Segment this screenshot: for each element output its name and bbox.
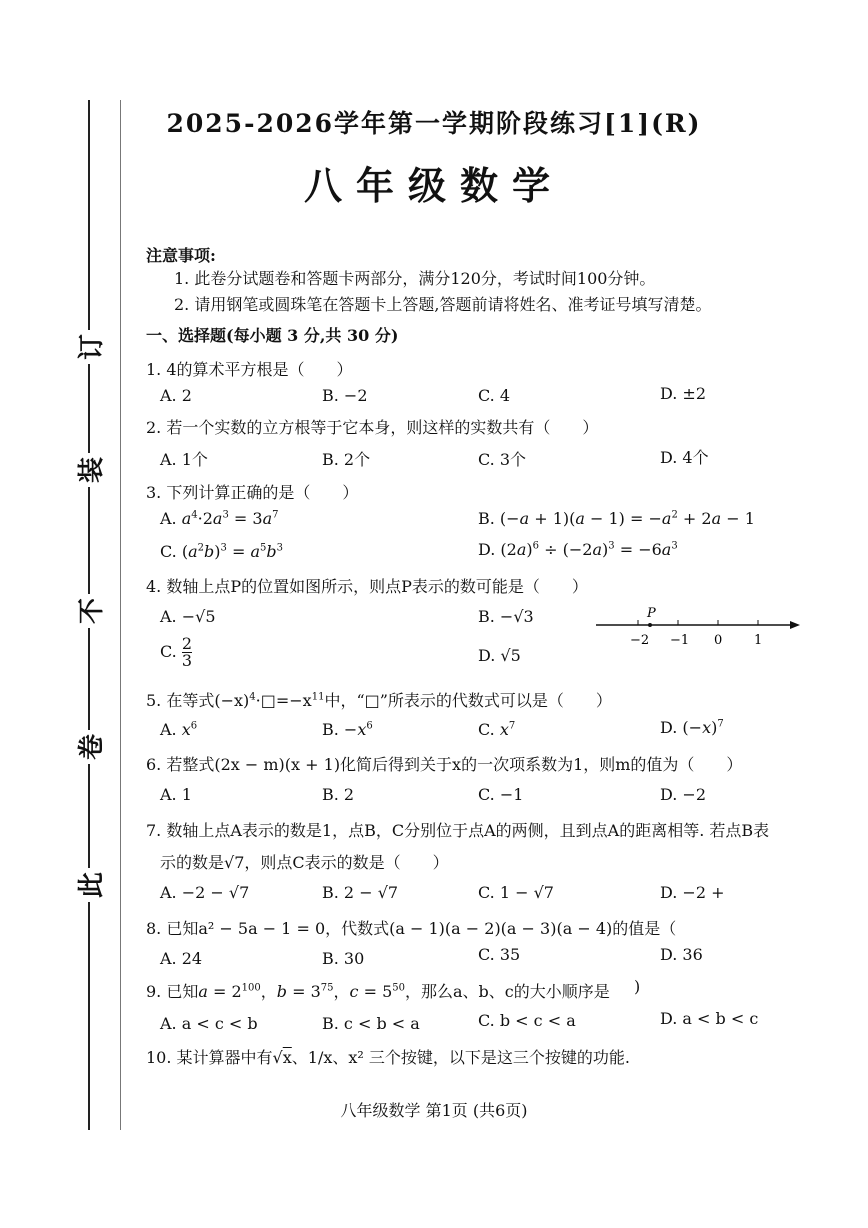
question-stem: 9. 已知$a = 2^{100}$，$b = 3^{75}$，$c = 5^{50}$，那么a、b、c的大小顺序是	[146, 982, 610, 1001]
binding-char: 订	[72, 330, 106, 364]
exam-title: 2025-2026学年第一学期阶段练习[1](R)	[166, 109, 702, 138]
option-b: B. 2	[322, 785, 355, 804]
question-stem: 3. 下列计算正确的是（ ）	[146, 483, 359, 502]
tick-label: −1	[670, 633, 690, 648]
option-b: B. −2	[322, 386, 368, 405]
option-b: B. 2 − √7	[322, 883, 399, 902]
notice-item: 2. 请用钢笔或圆珠笔在答题卡上答题,答题前请将姓名、准考证号填写清楚。	[174, 295, 712, 314]
option-d: D. 4个	[660, 448, 709, 467]
option-d: D. ±2	[660, 384, 707, 403]
option-c: C. $(a^2b)^3 = a^5b^3$	[160, 542, 284, 561]
option-d: D. $(-x)^7$	[660, 718, 724, 737]
number-line	[590, 604, 805, 652]
question-stem: 4. 数轴上点P的位置如图所示，则点P表示的数可能是（ ）	[146, 577, 588, 596]
notice-item: 1. 此卷分试题卷和答题卡两部分，满分120分，考试时间100分钟。	[174, 269, 656, 288]
question-stem-cont: 示的数是√7，则点C表示的数是（ ）	[160, 853, 449, 872]
option-d: D. $(2a)^6 \div (-2a)^3 = -6a^3$	[478, 540, 678, 559]
option-d: D. 36	[660, 945, 703, 964]
question-stem: 10. 某计算器中有√x、1/x、x² 三个按键，以下是这三个按键的功能.	[146, 1048, 630, 1067]
question-stem: 6. 若整式(2x − m)(x + 1)化简后得到关于x的一次项系数为1，则m的值为（ ）	[146, 755, 743, 774]
question-stem: 2. 若一个实数的立方根等于它本身，则这样的实数共有（ ）	[146, 418, 599, 437]
option-c: C. b < c < a	[478, 1011, 576, 1030]
option-b: B. $(-a + 1)(a - 1) = -a^2 + 2a - 1$	[478, 509, 755, 528]
option-b: B. $-x^6$	[322, 720, 373, 739]
binding-char: 装	[72, 453, 106, 487]
option-a: A. 1	[160, 785, 192, 804]
option-b: B. −√3	[478, 607, 534, 626]
option-a: A. −2 − √7	[160, 883, 250, 902]
option-a: A. −√5	[160, 607, 216, 626]
option-a: A. $a^4\cdot 2a^3 = 3a^7$	[160, 509, 279, 528]
notice-heading: 注意事项:	[146, 246, 216, 265]
option-c: C. 1 − √7	[478, 883, 554, 902]
option-d: D. a < b < c	[660, 1009, 759, 1028]
option-d: D. −2	[660, 785, 707, 804]
option-a: A. 1个	[160, 450, 208, 469]
subject-title: 八年级数学	[303, 163, 564, 208]
option-c: C. 4	[478, 386, 511, 405]
tick-label: −2	[630, 633, 650, 648]
page-footer: 八年级数学 第1页 (共6页)	[340, 1101, 528, 1120]
question-stem: 8. 已知a² − 5a − 1 = 0，代数式(a − 1)(a − 2)(a − 3)(a − 4)的值是（	[146, 919, 677, 938]
binding-margin-line	[120, 100, 121, 1130]
option-d: D. √5	[478, 646, 521, 665]
number-line-arrow	[790, 621, 800, 629]
option-a: A. $x^6$	[160, 720, 198, 739]
question-stem: 5. 在等式$(-x)^4\cdot□=-x^{11}$中，“□”所表示的代数式可以是（ ）	[146, 691, 612, 710]
question-paren: )	[634, 977, 641, 996]
point-p	[648, 623, 652, 627]
binding-char: 不	[72, 594, 106, 628]
binding-char: 此	[72, 868, 106, 902]
point-p-label: P	[647, 606, 656, 621]
option-c: C. $\frac{2}{3}$	[160, 634, 193, 670]
tick-label: 0	[714, 633, 723, 648]
question-stem: 7. 数轴上点A表示的数是1，点B，C分别位于点A的两侧，且到点A的距离相等. 若点B表	[146, 821, 770, 840]
option-a: A. a < c < b	[160, 1014, 258, 1033]
option-d: D. −2 +	[660, 883, 725, 902]
option-c: C. −1	[478, 785, 524, 804]
section-title: 一、选择题(每小题 3 分,共 30 分)	[146, 326, 399, 345]
option-c: C. 3个	[478, 450, 527, 469]
tick-label: 1	[754, 633, 763, 648]
option-b: B. 2个	[322, 450, 371, 469]
option-b: B. 30	[322, 949, 365, 968]
option-c: C. 35	[478, 945, 521, 964]
binding-char: 卷	[72, 730, 106, 764]
question-stem: 1. 4的算术平方根是（ ）	[146, 360, 353, 379]
option-c: C. $x^7$	[478, 720, 516, 739]
option-a: A. 24	[160, 949, 203, 968]
option-a: A. 2	[160, 386, 192, 405]
option-b: B. c < b < a	[322, 1014, 420, 1033]
